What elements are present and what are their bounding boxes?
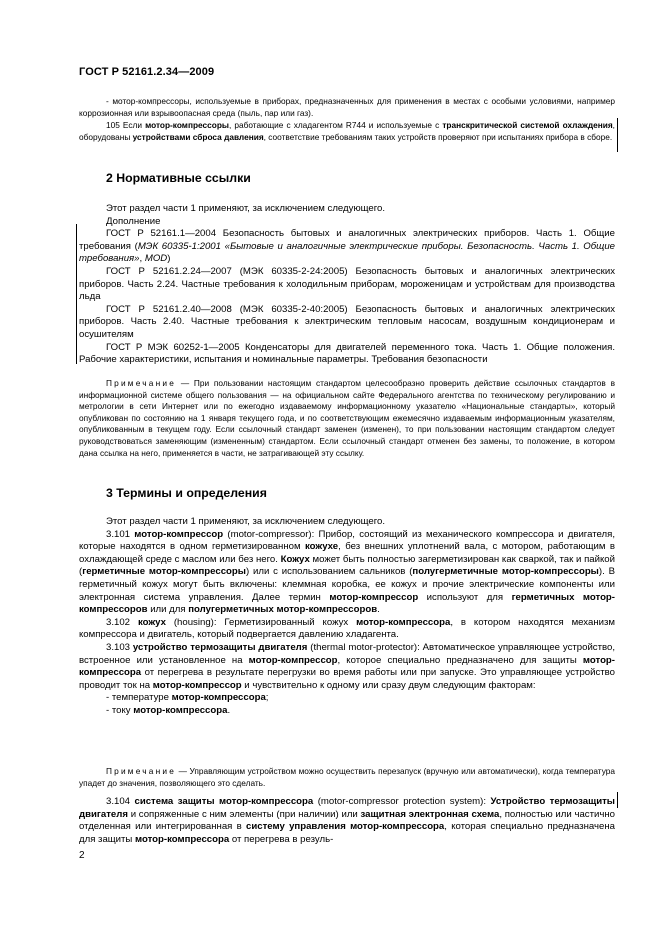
- term-3-104: 3.104 система защиты мотор-компрессора (motor-compressor protection system): Устройство термозащиты двигателя и сопряженные с ним элементы (при наличии) или защитная электронная схема, полностью или частично отделенная или интегрированная в систему управления мотор-компрессора, которая специально предназначена для защиты мотор-компрессора от перегрева в резуль-: [79, 796, 615, 845]
- reference-gost-52161-1: ГОСТ Р 52161.1—2004 Безопасность бытовых и аналогичных электрических приборов. Часть 1. Общие требования (МЭК 60335-1:2001 «Бытовые и аналогичные электрические приборы. Безопасность. Часть 1. Общие требования», MOD): [79, 228, 615, 265]
- section-2-title: 2 Нормативные ссылки: [106, 171, 251, 185]
- term-3-104-block: [79, 796, 615, 846]
- addition-label: Дополнение: [106, 215, 161, 227]
- intro-paragraph: - мотор-компрессоры, используемые в приборах, предназначенных для применения в местах с особыми условиями, например коррозионная или взрывоопасная среда (пыль, пар или газ).: [79, 96, 615, 118]
- note-105: 105 Если мотор-компрессоры, работающие с хладагентом R744 и используемые с транскритической системой охлаждения, оборудованы устройствами сброса давления, соответствие требованиям таких устройств проверяют при испытаниях прибора в сборе.: [79, 120, 615, 142]
- term-3-101: 3.101 мотор-компрессор (motor-compressor): Прибор, состоящий из механического компрессора и двигателя, которые находятся в одном герметизированном кожухе, без внешних уплотнений вала, с мотором, работающим в охлаждающей среде с маслом или без него. Кожух может быть полностью загерметизирован как сваркой, так и пайкой (герметичные мотор-компрессоры) или с использованием сальников (полугерметичные мотор-компрессоры). В герметичный кожух могут быть включены: клеммная коробка, ее кожух и прочие электрические компоненты или электронная система управления. Далее термин мотор-компрессор используют для герметичных мотор-компрессоров или для полугерметичных мотор-компрессоров.: [79, 528, 615, 616]
- section-2-intro: Этот раздел части 1 применяют, за исключением следующего.: [106, 203, 386, 214]
- section-3-title: 3 Термины и определения: [106, 486, 267, 500]
- change-bar-bottom: [617, 792, 618, 808]
- section-2-body: [79, 203, 615, 367]
- reference-gost-52161-2-24: ГОСТ Р 52161.2.24—2007 (МЭК 60335-2-24:2005) Безопасность бытовых и аналогичных электрических приборов. Часть 2.24. Частные требования к холодильным приборам, мороженицам и устройствам для производства льда: [79, 265, 615, 303]
- note-label: Примечание: [106, 378, 177, 388]
- term-3-102: 3.102 кожух (housing): Герметизированный кожух мотор-компрессора, в котором находятся механизм компрессора и двигатель, который подвергается давлению хладагента.: [79, 616, 615, 641]
- page-number: 2: [79, 850, 85, 861]
- intro-block: [79, 96, 615, 143]
- section-3-note: Примечание — Управляющим устройством можно осуществить перезапуск (вручную или автоматически), когда температура упадет до значения, позволяющего это сделать.: [79, 766, 615, 788]
- reference-gost-60252-1: ГОСТ Р МЭК 60252-1—2005 Конденсаторы для двигателей переменного тока. Часть 1. Общие положения. Рабочие характеристики, испытания и номинальные параметры. Требования безопасности: [79, 341, 615, 366]
- section-3-body: [79, 516, 615, 718]
- section-3-intro: Этот раздел части 1 применяют, за исключением следующего.: [106, 516, 386, 527]
- list-item-current: - току мотор-компрессора.: [106, 704, 231, 716]
- change-bar: [617, 118, 618, 152]
- list-item-temperature: - температуре мотор-компрессора;: [106, 692, 269, 704]
- document-header: ГОСТ Р 52161.2.34—2009: [79, 66, 215, 78]
- note-label: Примечание: [106, 766, 177, 776]
- term-3-103: 3.103 устройство термозащиты двигателя (thermal motor-protector): Автоматическое управляющее устройство, встроенное или установленное на мотор-компрессор, которое специально предназначено для защиты мотор-компрессора от перегрева в результате перегрузки во время работы или при запуске. Это управляющее устройство проводит ток на мотор-компрессор и чувствительно к одному или сразу двум следующим факторам:: [79, 641, 615, 691]
- section-2-note: Примечание — При пользовании настоящим стандартом целесообразно проверить действие ссылочных стандартов в информационной системе общего пользования — на официальном сайте Федерального агентства по техническому регулированию и метрологии в сети Интернет или по ежегодно издаваемому информационному указателю «Национальные стандарты», который опубликован по состоянию на 1 января текущего года, и по соответствующим ежемесячно издаваемым информационным указателям, опубликованным в текущем году. Если ссылочный стандарт заменен (изменен), то при пользовании настоящим стандартом следует руководствоваться заменяющим (измененным) стандартом. Если ссылочный стандарт отменен без замены, то положение, в котором дана ссылка на него, применяется в части, не затрагивающей эту ссылку.: [79, 378, 615, 458]
- reference-gost-52161-2-40: ГОСТ Р 52161.2.40—2008 (МЭК 60335-2-40:2005) Безопасность бытовых и аналогичных электрических приборов. Часть 2.40. Частные требования к электрическим тепловым насосам, воздушным кондиционерам и осушителям: [79, 303, 615, 340]
- change-bar-left: [76, 224, 77, 364]
